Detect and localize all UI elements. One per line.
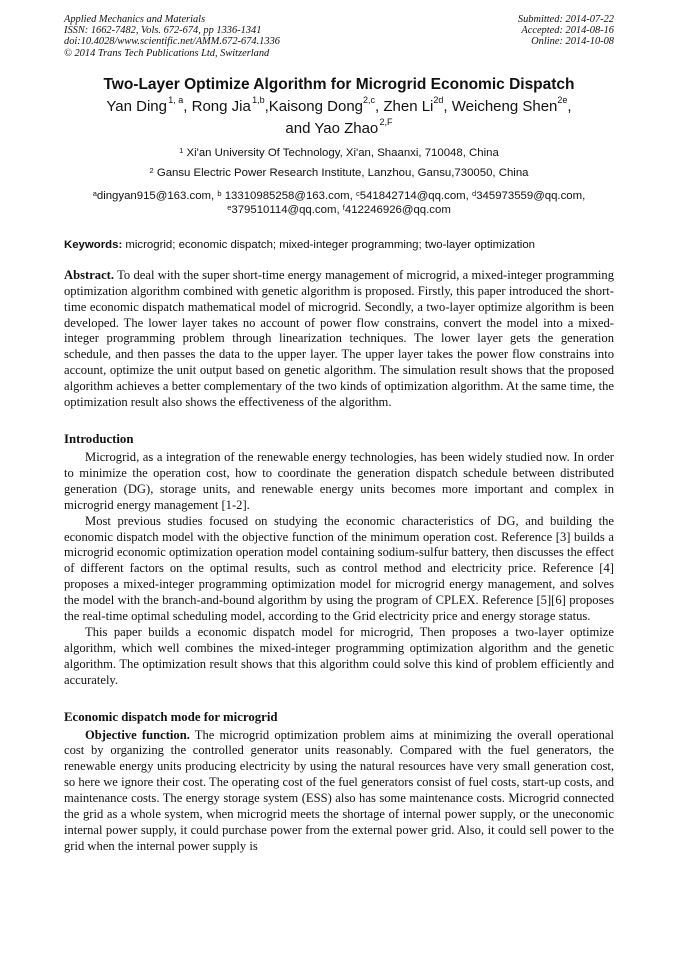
copyright-line: © 2014 Trans Tech Publications Ltd, Switzerland — [64, 47, 270, 59]
author-list — [64, 96, 614, 140]
issn-line: ISSN: 1662-7482, Vols. 672-674, pp 1336-1341 — [64, 25, 262, 37]
abstract — [64, 268, 614, 411]
keywords — [64, 238, 614, 252]
objective-function-label: Objective function. — [85, 727, 190, 742]
email-a: dingyan915@163.com, — [96, 189, 215, 202]
email-d: 345973559@qq.com, — [476, 189, 586, 202]
publication-header — [64, 14, 614, 59]
author: and Yao Zhao $^{2,F}$ — [285, 116, 393, 137]
email-b: 13310985258@163.com, — [224, 189, 353, 202]
introduction-heading: Introduction — [64, 431, 134, 446]
author: Yan Ding $^{1, a}$, — [106, 94, 192, 115]
abstract-label: Abstract. — [64, 267, 115, 282]
author-emails: $^a$dingyan915@163.com, $^b$ 13310985258@163.com, $^c$541842714@qq.com, $^d$345973559@qq.com, $^e$379510114@qq.com, $^f$412246926@qq.com — [92, 188, 586, 217]
dispatch-heading: Economic dispatch mode for microgrid — [64, 709, 278, 724]
journal-name: Applied Mechanics and Materials — [64, 14, 206, 25]
author: Kaisong Dong$^{2,c}$, — [268, 94, 384, 115]
paragraph: This paper builds a economic dispatch model for microgrid, Then proposes a two-layer optimize algorithm, which well combines the mixed-integer programming optimization algorithm and the genetic algorithm. The optimization result shows that this algorithm could solve this kind of problem efficiently and accurately. — [64, 624, 614, 687]
email-e: 379510114@qq.com, — [231, 204, 340, 217]
paragraph: Microgrid, as a integration of the renewable energy technologies, has been widely studied now. In order to minimize the operation cost, how to coordinate the generation dispatch schedule between distributed generation (DG), storage units, and renewable energy units becomes more important and complex in microgrid energy management [1-2]. — [64, 449, 614, 512]
dispatch-section — [64, 728, 614, 855]
paper-page — [64, 14, 614, 855]
keywords-text: microgrid; economic dispatch; mixed-integer programming; two-layer optimization — [125, 238, 535, 251]
email-f: 412246926@qq.com — [344, 204, 451, 217]
doi-line: doi:10.4028/www.scientific.net/AMM.672-674.1336 — [64, 36, 280, 48]
abstract-text: To deal with the super short-time energy management of microgrid, a mixed-integer programming optimization algorithm combined with genetic algorithm is proposed. Firstly, this paper introduced the short-time economic dispatch mathematical model of microgrid. Secondly, a two-layer optimize algorithm is been developed. The lower layer takes no account of power flow constrains, convert the model into a mixed-integer programming problem through linearization techniques. The lower layer gets the generation schedule, and then passes the data to the upper layer. The upper layer takes the power flow constrains into account, optimize the unit output based on genetic algorithm. The simulation result shows that the proposed algorithm achieves a better complementary of the two kinds of optimization algorithm. At the same time, the optimization result also shows the effectiveness of the algorithm. — [64, 267, 615, 410]
affiliation-1: $^1$ Xi'an University Of Technology, Xi'an, Shaanxi, 710048, China — [179, 145, 499, 159]
author: Weicheng Shen$^{2e}$, — [451, 94, 572, 115]
affiliation-2: $^2$ Gansu Electric Power Research Institute, Lanzhou, Gansu,730050, China — [149, 165, 529, 179]
paragraph: Most previous studies focused on studying the economic characteristics of DG, and building the economic dispatch model with the objective function of the minimum operation cost. Reference [3] builds a microgrid economic optimization operation model containing sodium-sulfur battery, then discusses the effect of different factors on the optimal results, such as control method and electricity price. Reference [4] proposes a mixed-integer programming optimization model for microgrid energy management, and solves the model with the branch-and-bound algorithm by using the program of CPLEX. Reference [5][6] proposes the real-time optimal scheduling model, according to the Grid electricity price and energy storage status. — [64, 513, 614, 624]
introduction-section — [64, 450, 614, 689]
submitted-date: Submitted: 2014-07-22 — [517, 14, 614, 25]
journal-info — [64, 14, 280, 59]
paper-title: Two-Layer Optimize Algorithm for Microgrid Economic Dispatch — [103, 75, 575, 93]
online-date: Online: 2014-10-08 — [531, 36, 614, 48]
author: Zhen $Li^{2d}$, — [383, 94, 452, 115]
publication-dates — [518, 14, 614, 59]
email-c: 541842714@qq.com, — [359, 189, 469, 202]
keywords-label: Keywords: — [64, 238, 123, 251]
paragraph: Objective function. The microgrid optimization problem aims at minimizing the overall operational cost by organizing the controlled generator units reasonably. Compared with the fuel generators, the renewable energy units producing electricity by using the natural resources have very small generation cost, so here we ignore their cost. The operating cost of the fuel generators consist of fuel costs, start-up costs, and maintenance costs. The energy storage system (ESS) also has some maintenance costs. Microgrid connected the grid as a whole system, when microgrid meets the shortage of internal power supply, or the uneconomic internal power supply, it could purchase power from the external power grid. Also, it could sell power to the grid when the internal power supply is — [64, 727, 614, 853]
accepted-date: Accepted: 2014-08-16 — [521, 25, 614, 37]
author: Rong Jia $^{1,b}$, — [191, 94, 269, 115]
